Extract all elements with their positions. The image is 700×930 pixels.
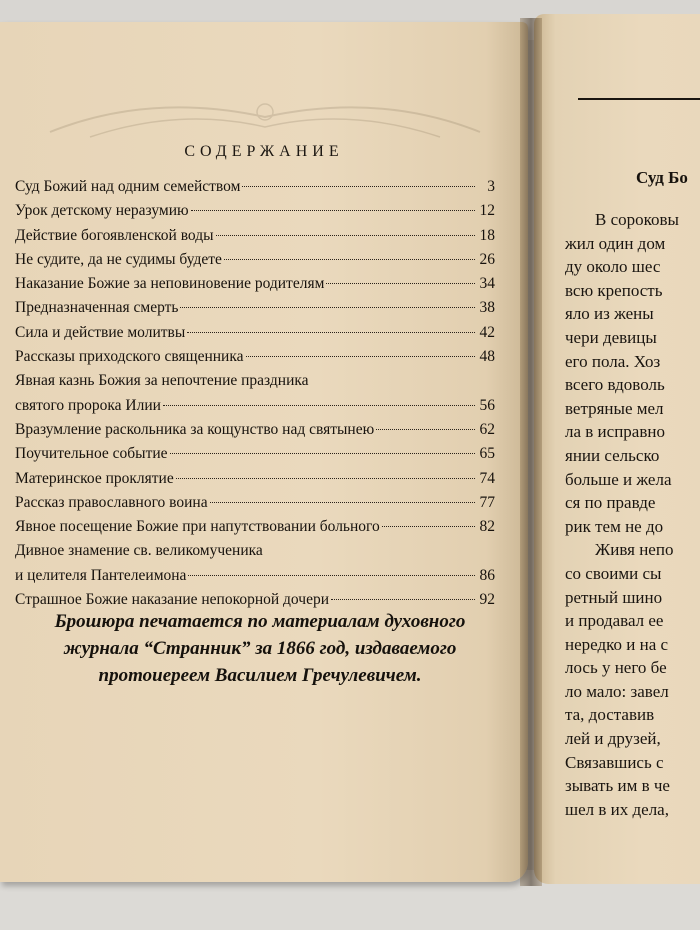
toc-entry-title: Суд Божий над одним семейством (15, 178, 241, 195)
toc-entry-page: 3 (487, 178, 495, 195)
right-page-line: лей и друзей, (565, 729, 661, 749)
note-line: Брошюра печатается по материалам духовного (54, 611, 466, 632)
toc-entry-page: 42 (479, 323, 495, 341)
right-page-line: и продавал ее (565, 611, 664, 631)
toc-entry-page: 18 (479, 226, 495, 244)
right-page-line: янии сельско (565, 445, 660, 465)
toc-entry-title: Рассказы приходского священника (15, 348, 244, 366)
toc-entry (15, 418, 495, 442)
right-page-line: со своими сы (565, 563, 662, 583)
toc-dot-leader (376, 429, 475, 430)
toc-dot-leader (176, 478, 475, 479)
toc-entry-page: 26 (479, 250, 495, 268)
toc-entry-title: и целителя Пантелеимона (15, 566, 187, 584)
toc-dot-leader (191, 210, 475, 211)
toc-dot-leader (170, 453, 475, 454)
toc-entry (15, 248, 495, 272)
toc-entry-page: 34 (479, 275, 495, 293)
right-page-line: шел в их дела, (565, 799, 669, 819)
toc-entry-title: Явное посещение Божие при напутствовании больного (15, 518, 380, 536)
toc-entry (15, 224, 495, 248)
toc-dot-leader (224, 259, 475, 260)
right-page-line: В сороковы (595, 210, 679, 229)
toc-dot-leader (246, 356, 475, 357)
right-page-text (565, 208, 700, 821)
right-page-line: лось у него бе (565, 658, 667, 678)
right-page-line: всю крепость (565, 280, 663, 300)
toc-entry (15, 564, 495, 588)
right-page-line: ду около шес (565, 257, 661, 277)
toc-dot-leader (163, 405, 475, 406)
publication-note (20, 608, 500, 689)
right-page-line: жил один дом (565, 233, 666, 253)
toc-entry (15, 467, 495, 491)
table-of-contents (15, 175, 495, 612)
toc-entry-title-line: Дивное знамение св. великомученика (15, 542, 263, 560)
toc-entry (15, 515, 495, 539)
toc-entry (15, 272, 495, 296)
right-page-line: ветряные мел (565, 398, 664, 418)
toc-dot-leader (188, 575, 475, 576)
right-page-line: ся по правде (565, 493, 656, 513)
toc-entry-title-line: Явная казнь Божия за непочтение праздника (15, 372, 309, 390)
toc-entry (15, 394, 495, 418)
right-page-line: его пола. Хоз (565, 351, 661, 371)
right-page-line: зывать им в че (565, 776, 670, 796)
right-page-line: всего вдоволь (565, 375, 665, 395)
toc-entry-title: Сила и действие молитвы (15, 323, 186, 341)
toc-entry (15, 345, 495, 369)
toc-entry-page: 82 (479, 518, 495, 536)
toc-entry-title: Рассказ православного воина (15, 493, 208, 511)
toc-dot-leader (187, 332, 475, 333)
note-line: журнала “Странник” за 1866 год, издаваемого (63, 638, 457, 659)
toc-entry-title: Страшное Божие наказание непокорной дочери (15, 591, 330, 609)
toc-entry-page: 65 (479, 445, 495, 463)
right-page-line: та, доставив (565, 705, 655, 725)
right-page-line: Живя непо (595, 540, 674, 560)
toc-entry-title: Предназначенная смерть (15, 299, 179, 317)
toc-dot-leader (382, 526, 475, 527)
toc-entry-title: Материнское проклятие (15, 469, 174, 487)
toc-entry-page: 74 (479, 469, 495, 487)
right-page-line: нередко и на с (565, 634, 669, 654)
right-page-line: больше и жела (565, 469, 672, 489)
toc-entry-page: 92 (479, 591, 495, 609)
right-page-line: чери девицы (565, 327, 657, 347)
toc-entry-title: Наказание Божие за неповиновение родителям (15, 275, 325, 293)
toc-dot-leader (216, 235, 475, 236)
right-page-line: яло из жены (565, 304, 654, 324)
toc-entry-page: 38 (479, 299, 495, 317)
toc-entry-title: Действие богоявленской воды (15, 226, 214, 244)
toc-entry (15, 199, 495, 223)
toc-dot-leader (210, 502, 475, 503)
right-page-line: Связавшись с (565, 752, 664, 772)
toc-entry (15, 321, 495, 345)
toc-entry-title: святого пророка Илии (15, 396, 161, 414)
toc-dot-leader (331, 599, 475, 600)
toc-entry (15, 491, 495, 515)
right-page-line: ло мало: завел (565, 681, 669, 701)
toc-entry-title: Урок детскому неразумию (15, 202, 189, 220)
right-page-line: ла в исправно (565, 422, 665, 442)
toc-dot-leader (180, 307, 475, 308)
faded-ornament-icon (30, 82, 500, 152)
right-page-line: ретный шино (565, 587, 663, 607)
toc-entry (15, 442, 495, 466)
toc-entry-page: 12 (479, 202, 495, 220)
right-page-line: рик тем не до (565, 516, 664, 536)
right-page-heading: Суд Бо (636, 168, 688, 187)
right-page-rule (578, 98, 700, 100)
toc-entry-page: 62 (479, 420, 495, 438)
toc-entry-title: Поучительное событие (15, 445, 168, 463)
toc-entry (15, 175, 495, 199)
toc-entry (15, 296, 495, 320)
contents-heading: СОДЕРЖАНИЕ (184, 143, 344, 160)
toc-entry-title: Вразумление раскольника за кощунство над святынею (15, 420, 375, 438)
toc-dot-leader (326, 283, 475, 284)
toc-entry-page: 86 (479, 566, 495, 584)
toc-entry-page: 48 (479, 348, 495, 366)
toc-entry-page: 56 (479, 396, 495, 414)
toc-dot-leader (242, 186, 475, 187)
note-line: протоиереем Василием Гречулевичем. (98, 665, 422, 686)
toc-entry-page: 77 (479, 493, 495, 511)
toc-entry-title: Не судите, да не судимы будете (15, 250, 222, 268)
